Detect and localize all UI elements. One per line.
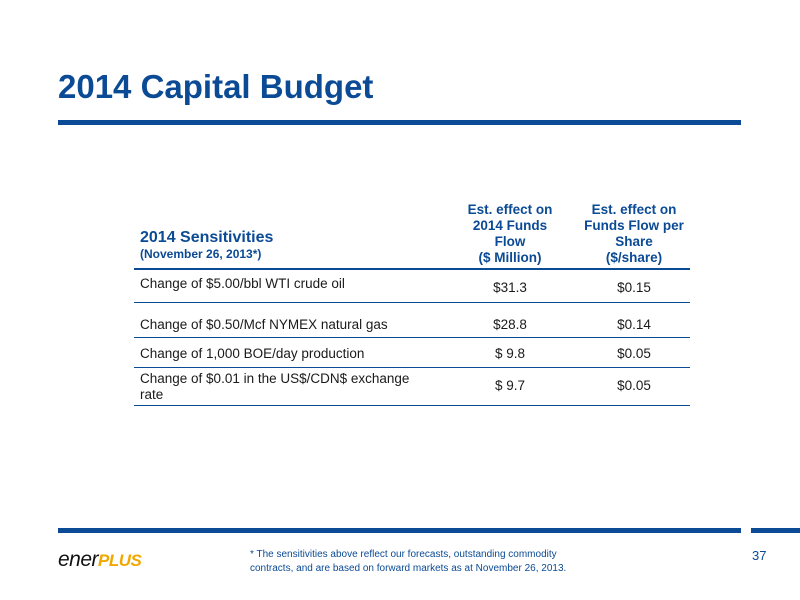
logo-text-plus: PLUS	[98, 551, 142, 570]
row-label	[140, 371, 409, 403]
funds-flow-value: $ 9.8	[494, 346, 526, 361]
per-share-value: $0.15	[617, 280, 651, 295]
column-header-line: 2014 Funds	[472, 218, 548, 233]
footnote-line: * The sensitivities above reflect our forecasts, outstanding commodity	[250, 549, 557, 560]
row-label-line: Change of $0.01 in the US$/CDN$ exchange	[140, 371, 410, 386]
table-title: 2014 Sensitivities	[140, 229, 274, 246]
column-header-line: Est. effect on	[591, 202, 677, 217]
page-title: 2014 Capital Budget	[58, 68, 374, 105]
column-header-line: ($ Million)	[478, 250, 542, 265]
funds-flow-value: $31.3	[493, 280, 527, 295]
table-row	[134, 368, 690, 406]
row-label-line: rate	[140, 387, 164, 402]
enerplus-logo	[58, 548, 141, 572]
table-row	[134, 303, 690, 338]
per-share-value: $0.05	[617, 346, 651, 361]
footer-divider-gap	[741, 528, 751, 533]
per-share-value: $0.05	[617, 378, 651, 393]
column-header-per-share	[578, 202, 690, 266]
table-header-title-block	[140, 228, 273, 262]
column-header-line: Share	[615, 234, 653, 249]
column-header-funds-flow	[442, 202, 578, 266]
sensitivities-table	[134, 196, 690, 406]
column-header-line: ($/share)	[605, 250, 663, 265]
row-label: Change of $0.50/Mcf NYMEX natural gas	[140, 317, 388, 332]
table-header	[134, 196, 690, 268]
funds-flow-value: $28.8	[493, 317, 527, 332]
per-share-value: $0.14	[617, 317, 651, 332]
table-subtitle: (November 26, 2013*)	[140, 247, 262, 261]
column-header-line: Flow	[494, 234, 526, 249]
column-header-line: Est. effect on	[467, 202, 553, 217]
footnote-line: contracts, and are based on forward markets as at November 26, 2013.	[250, 563, 567, 574]
column-header-line: Funds Flow per	[584, 218, 684, 233]
logo-text-ener: ener	[58, 548, 99, 571]
title-divider	[58, 120, 741, 125]
table-row	[134, 270, 690, 303]
table-row	[134, 338, 690, 368]
row-label: Change of $5.00/bbl WTI crude oil	[140, 276, 345, 291]
page-number: 37	[752, 548, 767, 563]
footnote	[250, 548, 610, 576]
footer-divider-tail	[751, 528, 800, 533]
footer-divider	[58, 528, 741, 533]
row-label: Change of 1,000 BOE/day production	[140, 346, 365, 361]
funds-flow-value: $ 9.7	[494, 378, 526, 393]
